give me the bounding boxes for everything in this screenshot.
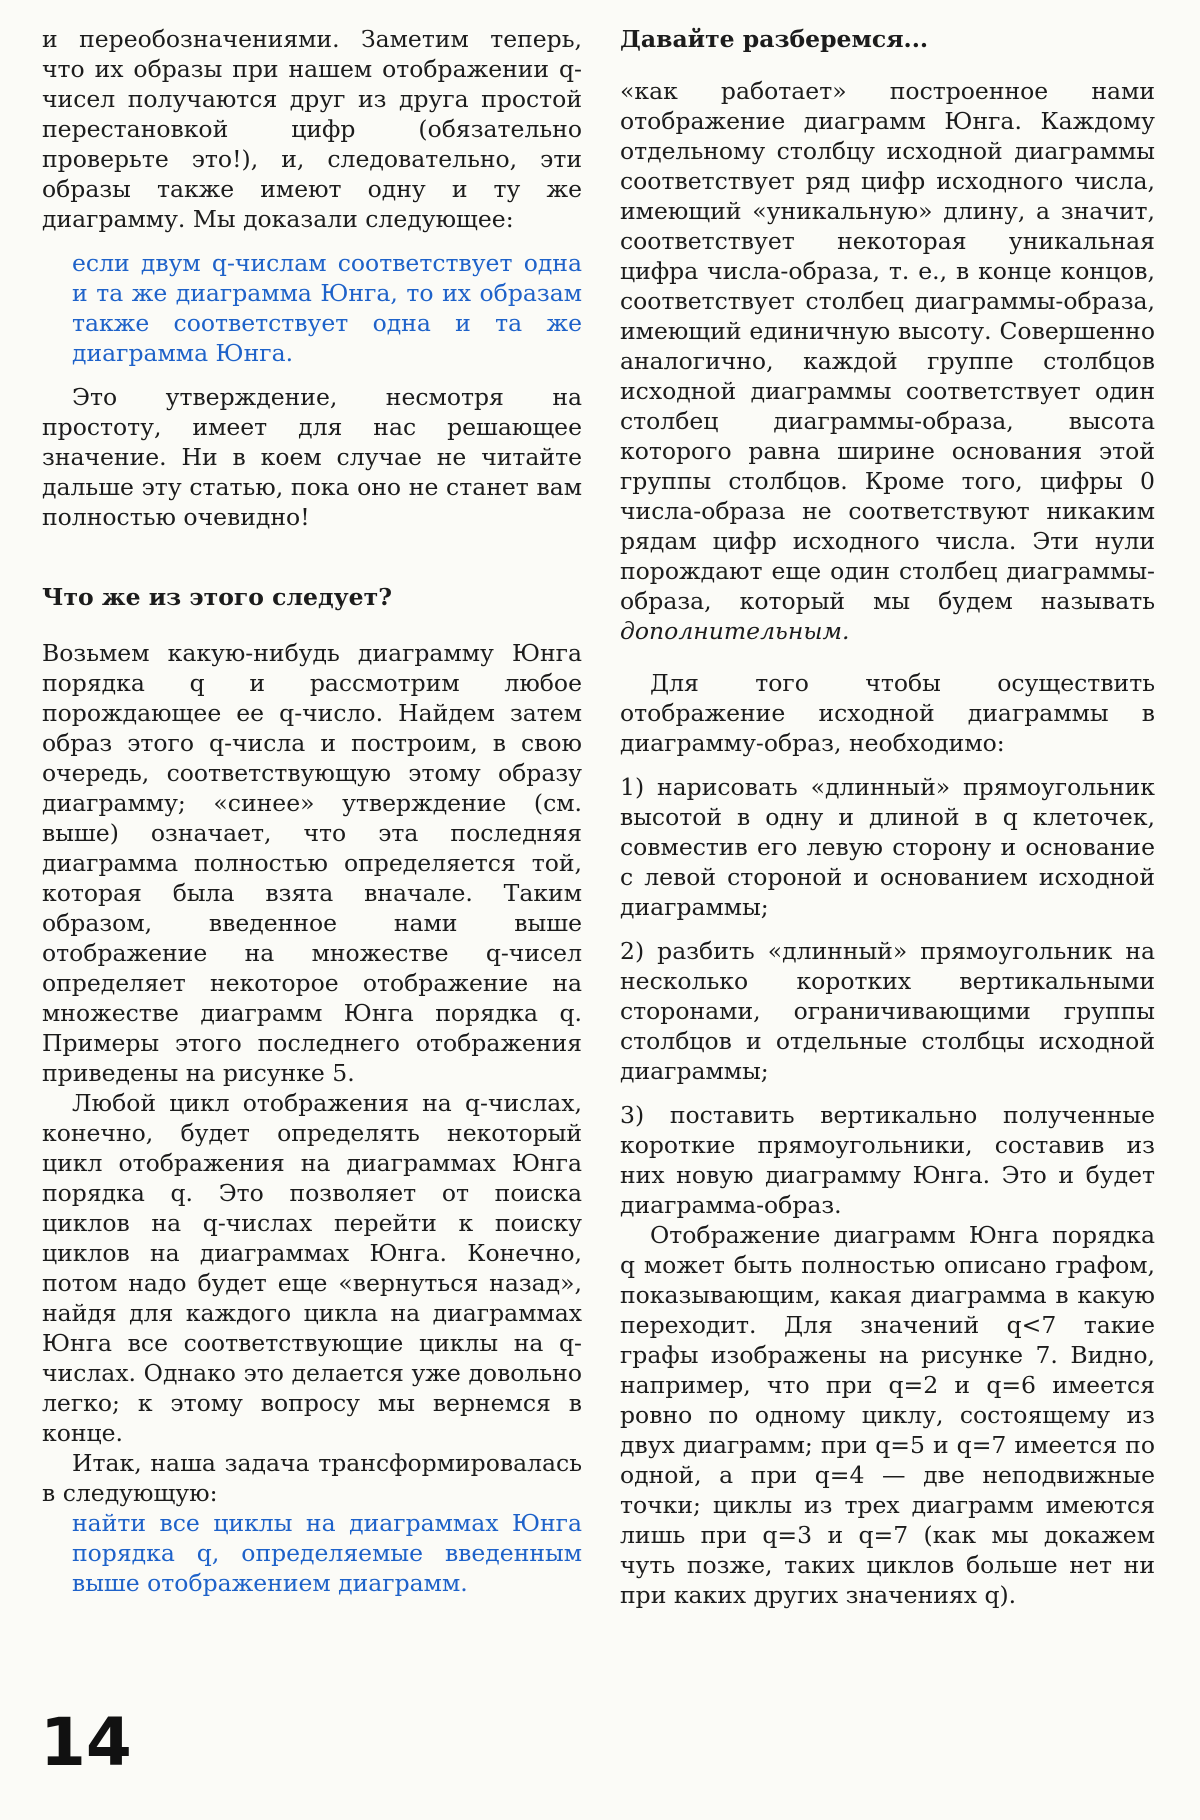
highlighted-statement: если двум q-числам соответствует одна и та же диаграмма Юнга, то их образам также соответствует одна и та же диаграмма Юнга. — [72, 249, 582, 367]
section-heading: Давайте разберемся... — [620, 25, 929, 53]
paragraph: Итак, наша задача трансформировалась в следующую: — [42, 1449, 582, 1507]
emphasis-term: дополнительным. — [620, 617, 850, 645]
list-item: 2) разбить «длинный» прямоугольник на несколько коротких вертикальными сторонами, ограничивающими группы столбцов и отдельные столбцы исходной диаграммы; — [620, 937, 1155, 1085]
page-number: 14 — [40, 1704, 132, 1781]
section-heading: Что же из этого следует? — [42, 583, 392, 611]
paragraph: Для того чтобы осуществить отображение исходной диаграммы в диаграмму-образ, необходимо: — [620, 669, 1155, 757]
paragraph: Любой цикл отображения на q-числах, конечно, будет определять некоторый цикл отображения на диаграммах Юнга порядка q. Это позволяет от поиска циклов на q-числах перейти к поиску циклов на диаграммах Юнга. Конечно, потом надо будет еще «вернуться назад», найдя для каждого цикла на диаграммах Юнга все соответствующие циклы на q-числах. Однако это делается уже довольно легко; к этому вопросу мы вернемся в конце. — [42, 1089, 582, 1447]
paragraph — [620, 76, 1155, 646]
list-item: 1) нарисовать «длинный» прямоугольник высотой в одну и длиной в q клеточек, совместив его левую сторону и основание с левой стороной и основанием исходной диаграммы; — [620, 773, 1155, 921]
paragraph: Возьмем какую-нибудь диаграмму Юнга порядка q и рассмотрим любое порождающее ее q-число. Найдем затем образ этого q-числа и построим, в свою очередь, соответствующую этому образу диаграмму; «синее» утверждение (см. выше) означает, что эта последняя диаграмма полностью определяется той, которая была взята вначале. Таким образом, введенное нами выше отображение на множестве q-чисел определяет некоторое отображение на множестве диаграмм Юнга порядка q. Примеры этого последнего отображения приведены на рисунке 5. — [42, 639, 582, 1087]
paragraph: и переобозначениями. Заметим теперь, что их образы при нашем отображении q-чисел получаются друг из друга простой перестановкой цифр (обязательно проверьте это!), и, следовательно, эти образы также имеют одну и ту же диаграмму. Мы доказали следующее: — [42, 25, 582, 233]
right-column — [620, 24, 1155, 1610]
highlighted-task: найти все циклы на диаграммах Юнга порядка q, определяемые введенным выше отображением диаграмм. — [72, 1509, 582, 1597]
list-item: 3) поставить вертикально полученные короткие прямоугольники, составив из них новую диаграмму Юнга. Это и будет диаграмма-образ. — [620, 1101, 1155, 1219]
left-column — [42, 24, 582, 1598]
paragraph-text: «как работает» построенное нами отображение диаграмм Юнга. Каждому отдельному столбцу исходной диаграммы соответствует ряд цифр исходного числа, имеющий «уникальную» длину, а значит, соответствует некоторая уникальная цифра числа-образа, т. е., в конце концов, соответствует столбец диаграммы-образа, имеющий единичную высоту. Совершенно аналогично, каждой группе столбцов исходной диаграммы соответствует один столбец диаграммы-образа, высота которого равна ширине основания этой группы столбцов. Кроме того, цифры 0 числа-образа не соответствуют никаким рядам цифр исходного числа. Эти нули порождают еще один столбец диаграммы-образа, который мы будем называть — [620, 77, 1155, 615]
paragraph: Это утверждение, несмотря на простоту, имеет для нас решающее значение. Ни в коем случае не читайте дальше эту статью, пока оно не станет вам полностью очевидно! — [42, 383, 582, 531]
paragraph: Отображение диаграмм Юнга порядка q может быть полностью описано графом, показывающим, какая диаграмма в какую переходит. Для значений q<7 такие графы изображены на рисунке 7. Видно, например, что при q=2 и q=6 имеется ровно по одному циклу, состоящему из двух диаграмм; при q=5 и q=7 имеется по одной, а при q=4 — две неподвижные точки; циклы из трех диаграмм имеются лишь при q=3 и q=7 (как мы докажем чуть позже, таких циклов больше нет ни при каких других значениях q). — [620, 1221, 1155, 1609]
